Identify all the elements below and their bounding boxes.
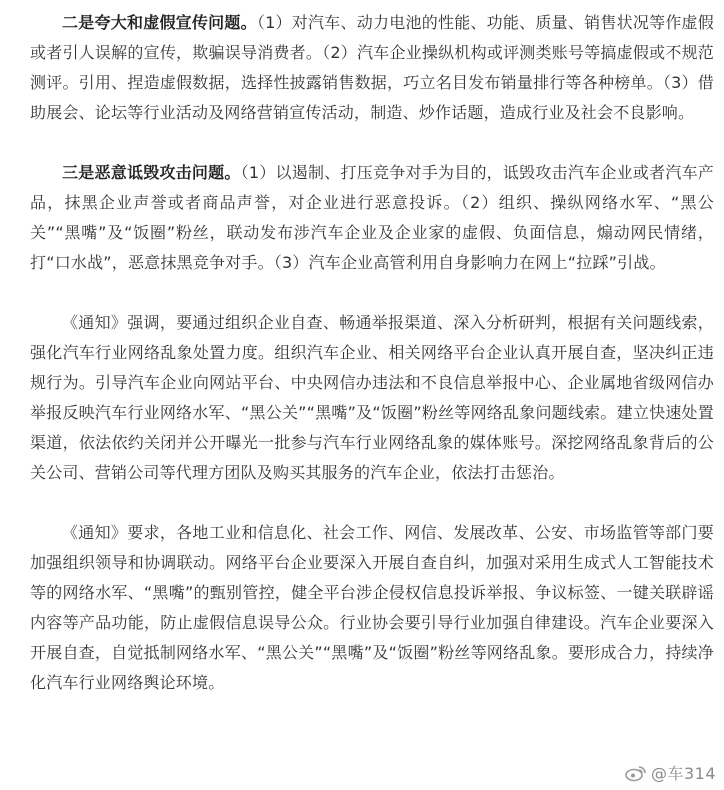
- paragraph-notice-emphasis: [30, 308, 714, 488]
- paragraph-notice-requirements: [30, 518, 714, 698]
- weibo-logo-icon: [625, 764, 647, 782]
- article-body: [30, 8, 714, 698]
- watermark-text: @车314: [650, 764, 716, 783]
- paragraph-text: 《通知》要求，各地工业和信息化、社会工作、网信、发展改革、公安、市场监管等部门要加强组织领导和协调联动。网络平台企业要深入开展自查自纠，加强对采用生成式人工智能技术等的网络水军、“黑嘴”的甄别管控，健全平台涉企侵权信息投诉举报、争议标签、一键关联辟谣内容等产品功能，防止虚假信息误导公众。行业协会要引导行业加强自律建设。汽车企业要深入开展自查，自觉抵制网络水军、“黑公关”“黑嘴”及“饭圈”粉丝等网络乱象。要形成合力，持续净化汽车行业网络舆论环境。: [30, 523, 714, 692]
- paragraph-text: （1）对汽车、动力电池的性能、功能、质量、销售状况等作虚假或者引人误解的宣传，欺骗误导消费者。（2）汽车企业操纵机构或评测类账号等搞虚假或不规范测评。引用、捏造虚假数据，选择性披露销售数据，巧立名目发布销量排行等各种榜单。（3）借助展会、论坛等行业活动及网络营销宣传活动，制造、炒作话题，造成行业及社会不良影响。: [30, 13, 714, 122]
- paragraph-exaggerated-false-advertising: [30, 8, 714, 128]
- paragraph-text: 《通知》强调，要通过组织企业自查、畅通举报渠道、深入分析研判，根据有关问题线索，强化汽车行业网络乱象处置力度。组织汽车企业、相关网络平台企业认真开展自查，坚决纠正违规行为。引导汽车企业向网站平台、中央网信办违法和不良信息举报中心、企业属地省级网信办举报反映汽车行业网络水军、“黑公关”“黑嘴”及“饭圈”粉丝等网络乱象问题线索。建立快速处置渠道，依法依约关闭并公开曝光一批参与汽车行业网络乱象的媒体账号。深挖网络乱象背后的公关公司、营销公司等代理方团队及购买其服务的汽车企业，依法打击惩治。: [30, 313, 714, 482]
- paragraph-malicious-defamation: [30, 158, 714, 278]
- paragraph-text: （1）以遏制、打压竞争对手为目的，诋毁攻击汽车企业或者汽车产品，抹黑企业声誉或者商品声誉，对企业进行恶意投诉。（2）组织、操纵网络水军、“黑公关”“黑嘴”及“饭圈”粉丝，联动发布涉汽车企业及企业家的虚假、负面信息，煽动网民情绪，打“口水战”，恶意抹黑竞争对手。（3）汽车企业高管利用自身影响力在网上“拉踩”引战。: [30, 163, 715, 272]
- weibo-watermark: [625, 761, 716, 784]
- paragraph-heading: 三是恶意诋毁攻击问题。: [62, 163, 241, 182]
- paragraph-heading: 二是夸大和虚假宣传问题。: [62, 13, 257, 32]
